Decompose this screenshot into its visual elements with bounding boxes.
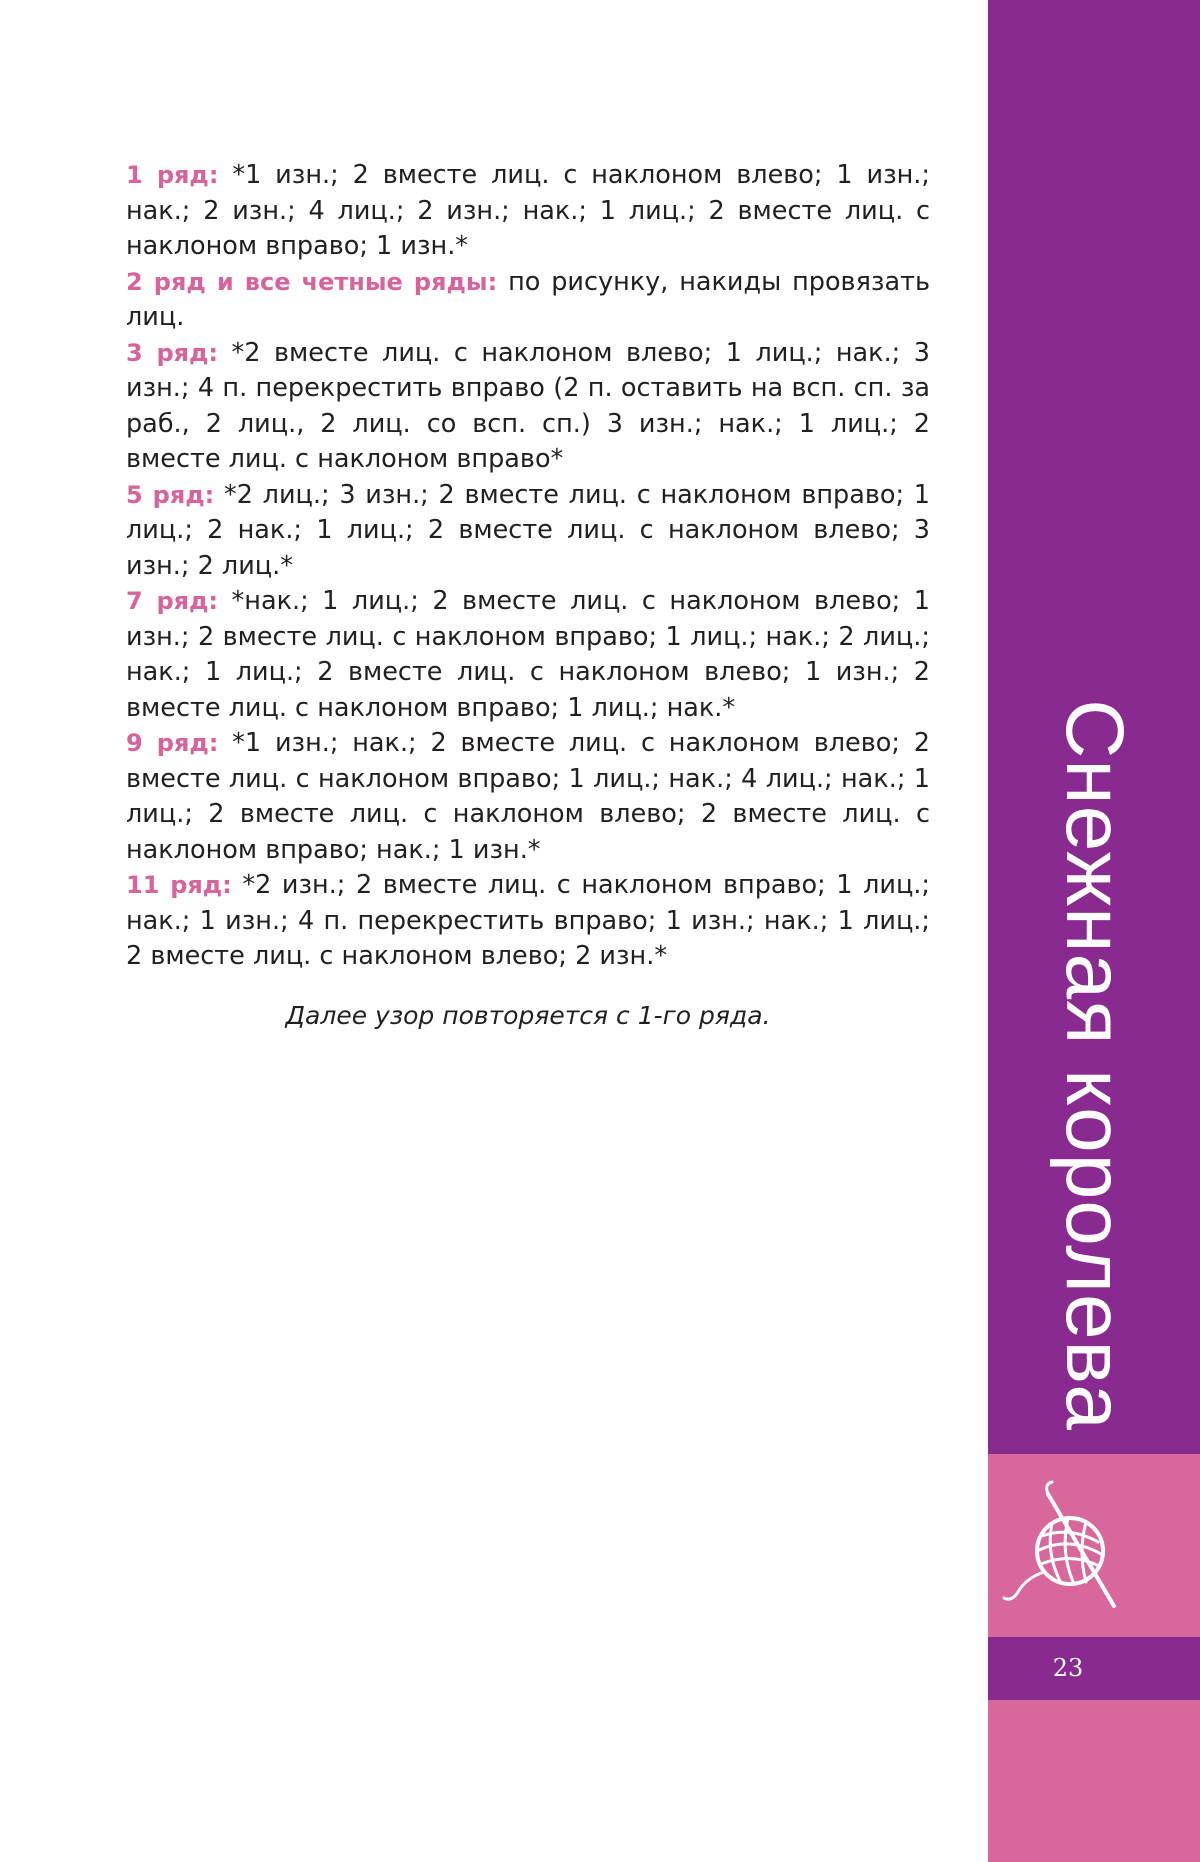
row-label: 3 ряд: [126, 338, 219, 367]
row-3 [126, 336, 930, 478]
row-5 [126, 478, 930, 585]
sidebar-page-band [988, 1637, 1200, 1700]
sidebar-icon-band [988, 1454, 1200, 1637]
row-9 [126, 726, 930, 868]
row-text: *2 вместе лиц. с наклоном влево; 1 лиц.; нак.; 3 изн.; 4 п. перекрестить вправо (2 п. оставить на всп. сп. за раб., 2 лиц., 2 лиц. со всп. сп.) 3 изн.; нак.; 1 лиц.; 2 вместе лиц. с наклоном вправо* [126, 337, 930, 474]
repeat-note: Далее узор повторяется с 1-го ряда. [285, 1000, 771, 1030]
row-text: *1 изн.; 2 вместе лиц. с наклоном влево; 1 изн.; нак.; 2 изн.; 4 лиц.; 2 изн.; нак.; 1 лиц.; 2 вместе лиц. с наклоном вправо; 1 изн.* [126, 160, 931, 261]
row-text: *1 изн.; нак.; 2 вместе лиц. с наклоном влево; 2 вместе лиц. с наклоном вправо; 1 лиц.; нак.; 4 лиц.; нак.; 1 лиц.; 2 вместе лиц. с наклоном влево; 2 вместе лиц. с наклоном вправо; нак.; 1 изн.* [126, 728, 930, 865]
sidebar-title-band [988, 0, 1200, 1454]
yarn-ball-crochet-hook-icon [996, 1456, 1122, 1634]
row-label: 2 ряд и все четные ряды: [126, 267, 498, 296]
chapter-sidebar [988, 0, 1200, 1862]
row-text: *нак.; 1 лиц.; 2 вместе лиц. с наклоном влево; 1 изн.; 2 вместе лиц. с наклоном вправо; 1 лиц.; нак.; 2 лиц.; нак.; 1 лиц.; 2 вместе лиц. с наклоном влево; 1 изн.; 2 вместе лиц. с наклоном вправо; 1 лиц.; нак.* [126, 586, 930, 723]
row-11 [126, 868, 930, 975]
page-number: 23 [1052, 1654, 1084, 1682]
row-2-even [126, 265, 930, 336]
row-text: по рисунку, накиды провязать лиц. [126, 266, 930, 332]
row-label: 7 ряд: [126, 587, 219, 615]
row-label: 9 ряд: [126, 729, 219, 757]
row-text: *2 лиц.; 3 изн.; 2 вместе лиц. с наклоном вправо; 1 лиц.; 2 нак.; 1 лиц.; 2 вместе лиц. с наклоном влево; 3 изн.; 2 лиц.* [126, 479, 931, 581]
row-1 [126, 158, 930, 265]
row-7 [126, 584, 930, 726]
row-label: 5 ряд: [126, 480, 215, 509]
row-label: 1 ряд: [126, 161, 219, 189]
sidebar-bottom-band [988, 1700, 1200, 1862]
row-text: *2 изн.; 2 вместе лиц. с наклоном вправо; 1 лиц.; нак.; 1 изн.; 4 п. перекрестить вправо; 1 изн.; нак.; 1 лиц.; 2 вместе лиц. с наклоном влево; 2 изн.* [126, 870, 931, 971]
row-label: 11 ряд: [126, 871, 232, 899]
chapter-title: Снежная королева [1049, 699, 1140, 1431]
instructions-block [126, 158, 930, 1055]
